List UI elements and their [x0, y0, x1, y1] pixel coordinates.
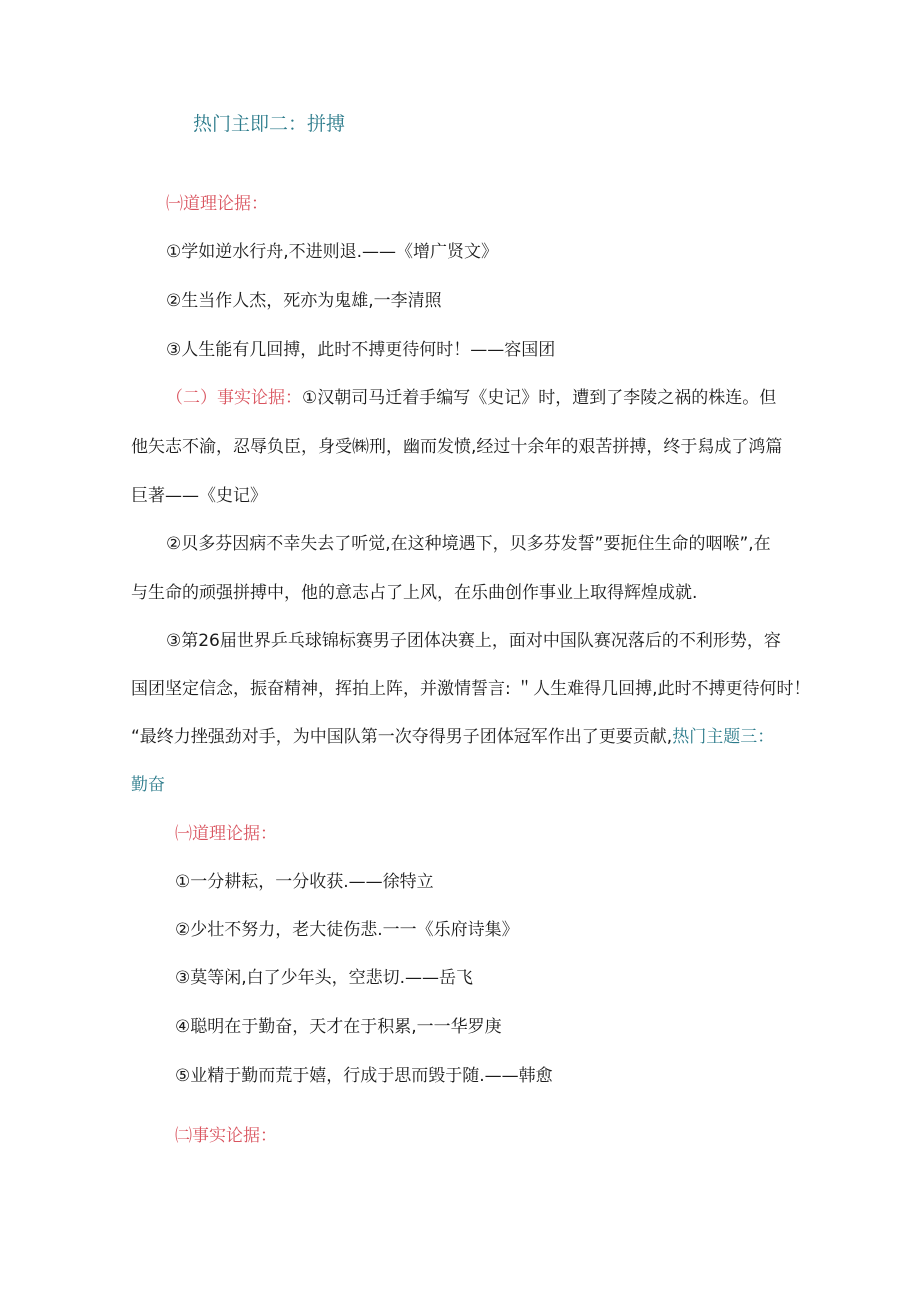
section2-fact3-line2: 国团坚定信念，振奋精神，挥拍上阵，并激情誓言: ＂人生难得几回搏,此时不搏更待何时！	[131, 679, 811, 699]
fact3-text-3: “最终力挫强劲对手，为中国队第一次夺得男子团体冠军作出了更要贡献,	[131, 727, 673, 747]
section3-reason-2: ②少壮不努力，老大徒伤悲.一一《乐府诗集》	[175, 920, 519, 940]
section3-reason-heading: ㈠道理论据：	[175, 824, 277, 844]
section2-fact2-line2: 与生命的顽强拼搏中，他的意志占了上风，在乐曲创作事业上取得辉煌成就.	[131, 583, 698, 603]
section3-reason-3: ③莫等闲,白了少年头，空悲切.——岳飞	[175, 968, 474, 988]
section2-reason-heading: ㈠道理论据：	[166, 194, 268, 214]
section3-title-part1: 热门主题三：	[672, 727, 775, 747]
section2-fact1-line2: 他矢志不渝，忍辱负臣，身受㈱刑，幽而发愤,经过十余年的艰苦拼搏，终于舄成了鸿篇	[131, 437, 783, 457]
section2-fact2-line1: ②贝多芬因病不幸失去了听觉,在这种境遇下，贝多芬发誓”要扼住生命的咽喉”,在	[166, 534, 771, 554]
section2-fact3-line1: ③第26届世界乒乓球锦标赛男子团体决赛上，面对中国队赛况落后的不利形势，容	[166, 631, 781, 651]
section2-reason-3: ③人生能有几回搏，此时不搏更待何时！——容国团	[166, 340, 556, 360]
fact1-text-1: ①汉朝司马迁着手编写《史记》时，遭到了李陵之祸的株连。但	[302, 388, 777, 408]
section2-fact-heading: （二）事实论据：	[166, 388, 302, 408]
section2-fact3-line3	[131, 725, 774, 749]
section2-reason-2: ②生当作人杰，死亦为鬼雄,一李清照	[166, 291, 442, 311]
section3-fact-heading: ㈡事实论据：	[175, 1126, 277, 1146]
section2-fact1-line3: 巨著——《史记》	[131, 486, 267, 506]
section3-reason-1: ①一分耕耘，一分收获.——徐特立	[175, 872, 434, 892]
section3-title-part2: 勤奋	[131, 775, 165, 795]
section2-reason-1: ①学如逆水行舟,不进则退.——《增广贤文》	[166, 242, 499, 262]
section2-fact1-line1	[166, 386, 776, 410]
section3-reason-5: ⑤业精于勤而荒于嬉，行成于思而毁于随.——韩愈	[175, 1066, 553, 1086]
section2-title: 热门主即二：拼搏	[193, 113, 346, 135]
section3-reason-4: ④聪明在于勤奋，天才在于积累,一一华罗庚	[175, 1017, 502, 1037]
